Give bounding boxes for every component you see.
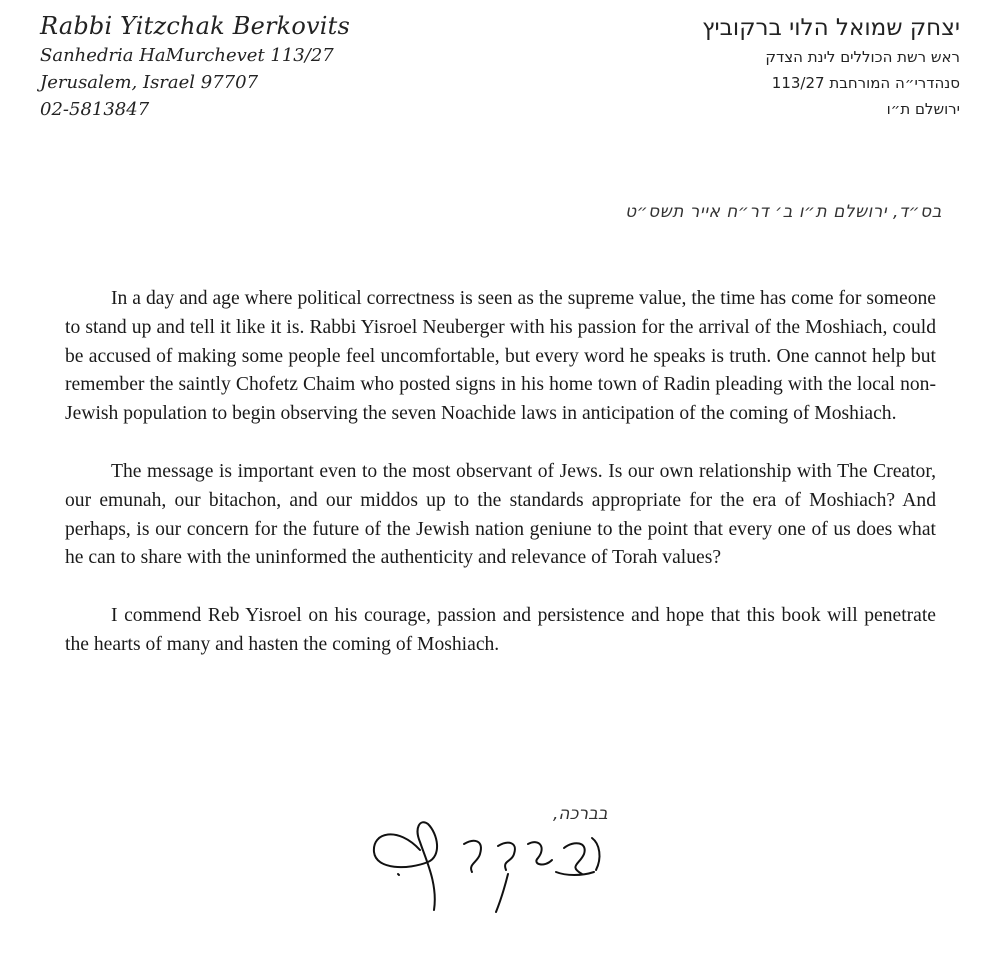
handwritten-signature (368, 814, 618, 924)
sender-address-hebrew: סנהדרי״ה המורחבת 113/27 (771, 74, 960, 92)
body-paragraph-3: I commend Reb Yisroel on his courage, passion and persistence and hope that this book will penetrate the hearts of many and hasten the coming of Moshiach. (65, 605, 936, 655)
sender-name-hebrew: יצחק שמואל הלוי ברקוביץ (702, 15, 960, 41)
sender-address-line2: Jerusalem, Israel 97707 (40, 72, 259, 93)
sender-phone: 02-5813847 (40, 99, 150, 120)
letter-body (65, 285, 936, 689)
sender-city-hebrew: ירושלם ת״ו (886, 100, 960, 118)
letterhead-english (40, 10, 350, 123)
body-paragraph-2: The message is important even to the most observant of Jews. Is our own relationship with The Creator, our emunah, our bitachon, and our middos up to the standards appropriate for the era of Moshiach? And perhaps, is our concern for the future of the Jewish nation geniune to the point that every one of us does what he can to share with the uninformed the authenticity and relevance of Torah values? (65, 460, 936, 569)
sender-name: Rabbi Yitzchak Berkovits (40, 12, 351, 40)
body-paragraph-1: In a day and age where political correctness is seen as the supreme value, the time has come for someone to stand up and tell it like it is. Rabbi Yisroel Neuberger with his passion for the arrival of the Moshiach, could be accused of making some people feel uncomfortable, but every word he speaks is truth. One cannot help but remember the saintly Chofetz Chaim who posted signs in his home town of Radin pleading with the local non-Jewish population to begin observing the seven Noachide laws in anticipation of the coming of Moshiach. (65, 288, 936, 425)
sender-title-hebrew: ראש רשת הכוללים לינת הצדק (765, 48, 960, 66)
letterhead-hebrew (702, 12, 960, 122)
closing-blessing: בברכה, (553, 804, 608, 824)
letter-dateline: בס״ד, ירושלם ת״ו ב׳ דר״ח אייר תשס״ט (625, 202, 942, 222)
sender-address-line1: Sanhedria HaMurchevet 113/27 (40, 45, 334, 66)
